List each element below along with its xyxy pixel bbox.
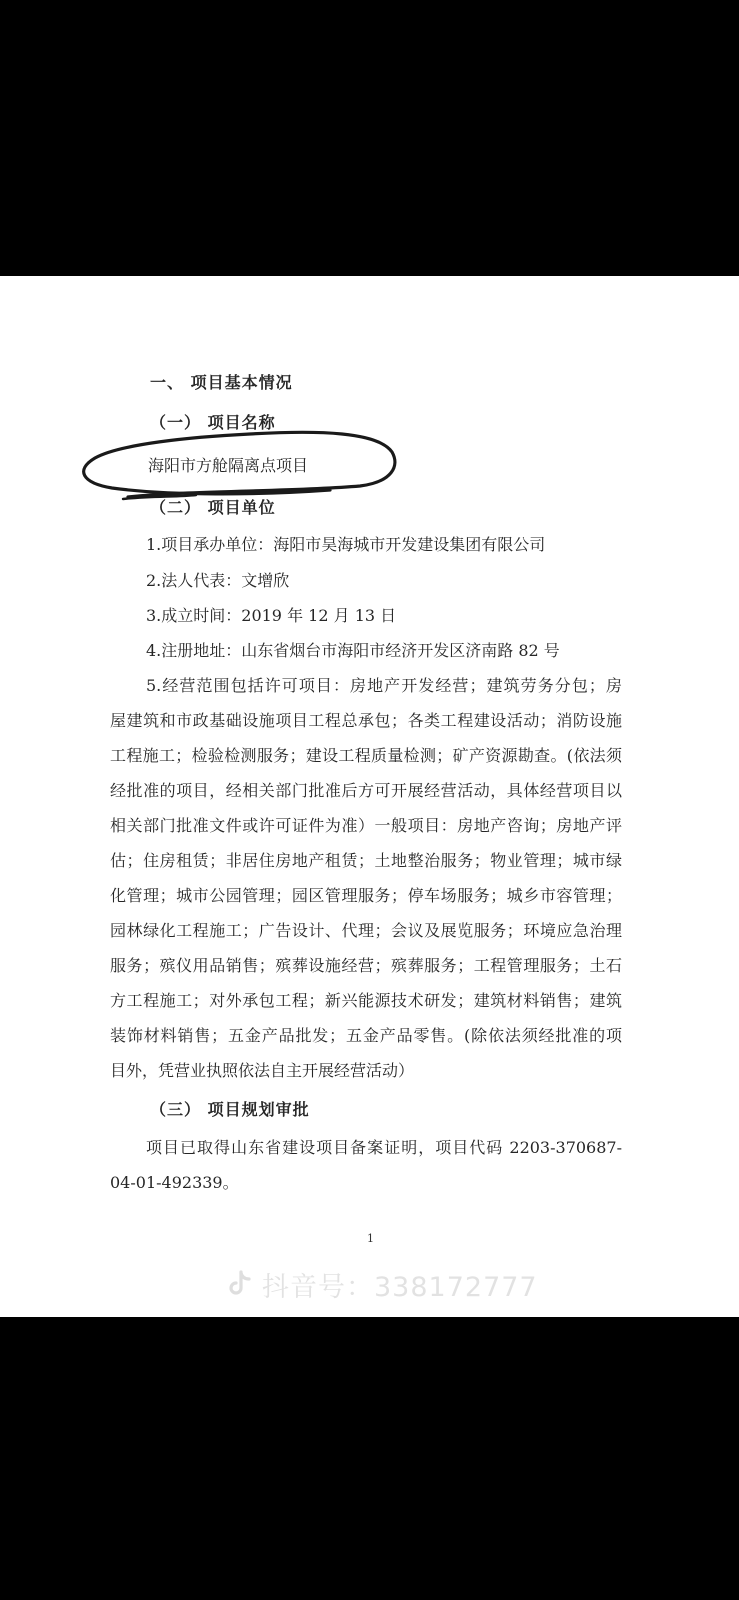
sub-heading-planning-approval: （三） 项目规划审批 bbox=[150, 1100, 310, 1119]
watermark-text: 抖音号：338172777 bbox=[262, 1271, 538, 1303]
sub-heading-project-unit: （二） 项目单位 bbox=[150, 498, 276, 517]
project-unit-item-2: 2.法人代表：文增欣 bbox=[146, 571, 290, 590]
business-scope-line: 园林绿化工程施工；广告设计、代理；会议及展览服务；环境应急治理 bbox=[110, 921, 622, 940]
page-number: 1 bbox=[367, 1232, 374, 1245]
business-scope-line: 5.经营范围包括许可项目：房地产开发经营；建筑劳务分包；房 bbox=[146, 676, 622, 695]
document-page bbox=[0, 276, 739, 1317]
project-name: 海阳市方舱隔离点项目 bbox=[148, 456, 309, 475]
business-scope-line: 经批准的项目，经相关部门批准后方可开展经营活动，具体经营项目以 bbox=[110, 781, 622, 800]
project-unit-item-1: 1.项目承办单位：海阳市昊海城市开发建设集团有限公司 bbox=[146, 535, 546, 554]
project-unit-item-4: 4.注册地址：山东省烟台市海阳市经济开发区济南路 82 号 bbox=[146, 641, 560, 660]
sub-heading-project-name: （一） 项目名称 bbox=[150, 413, 276, 432]
business-scope-line: 目外，凭营业执照依法自主开展经营活动） bbox=[110, 1061, 415, 1080]
business-scope-line: 装饰材料销售；五金产品批发；五金产品零售。(除依法须经批准的项 bbox=[110, 1026, 622, 1045]
business-scope-line: 服务；殡仪用品销售；殡葬设施经营；殡葬服务；工程管理服务；土石 bbox=[110, 956, 622, 975]
business-scope-line: 方工程施工；对外承包工程；新兴能源技术研发；建筑材料销售；建筑 bbox=[110, 991, 622, 1010]
business-scope-line: 估；住房租赁；非居住房地产租赁；土地整治服务；物业管理；城市绿 bbox=[110, 851, 622, 870]
business-scope-line: 屋建筑和市政基础设施项目工程总承包；各类工程建设活动；消防设施 bbox=[110, 711, 622, 730]
douyin-logo-icon bbox=[224, 1269, 254, 1299]
business-scope-line: 工程施工；检验检测服务；建设工程质量检测；矿产资源勘查。(依法须 bbox=[110, 746, 622, 765]
project-unit-item-3: 3.成立时间：2019 年 12 月 13 日 bbox=[146, 606, 397, 625]
watermark bbox=[224, 1264, 538, 1304]
business-scope-line: 相关部门批准文件或许可证件为准）一般项目：房地产咨询；房地产评 bbox=[110, 816, 622, 835]
approval-text-line-1: 项目已取得山东省建设项目备案证明，项目代码 2203-370687- bbox=[146, 1138, 622, 1157]
approval-text-line-2: 04-01-492339。 bbox=[110, 1173, 239, 1192]
handwritten-circle-annotation bbox=[0, 276, 739, 536]
business-scope-line: 化管理；城市公园管理；园区管理服务；停车场服务；城乡市容管理； bbox=[110, 886, 622, 905]
section-heading: 一、 项目基本情况 bbox=[150, 373, 293, 392]
